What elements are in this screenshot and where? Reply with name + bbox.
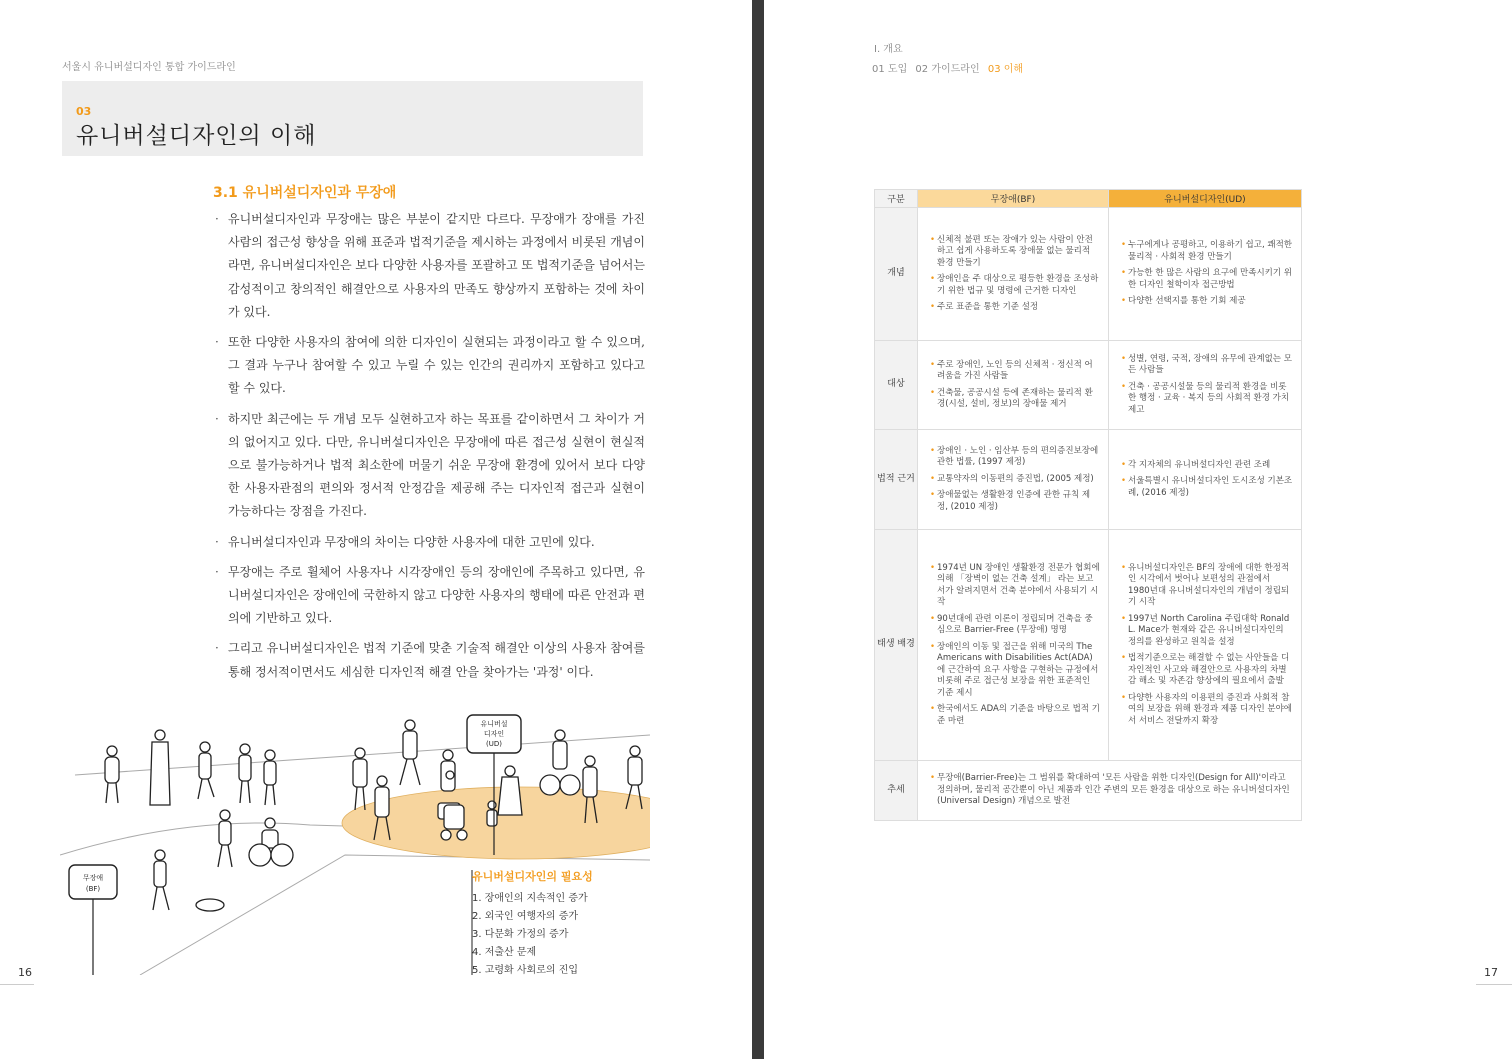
ud-cell (1109, 429, 1302, 529)
breadcrumb-item[interactable]: 02 가이드라인 (915, 64, 980, 75)
cell-item: • 건축 · 공공시설물 등의 물리적 환경을 비롯한 행정 · 교육 · 복지 등의 사회적 환경 가치 제고 (1121, 382, 1293, 417)
bf-sign (69, 865, 117, 975)
cell-item: • 무장애(Barrier-Free)는 그 범위를 확대하여 '모든 사람을 위한 디자인(Design for All)'이라고 정의하며, 물리적 공간뿐이 아닌 제품과 인간 주변의 모든 환경을 대상으로 하는 유니버설디자인(Universal Design) 개념으로 발전 (930, 773, 1293, 808)
cell-item: • 누구에게나 공평하고, 이용하기 쉽고, 쾌적한 물리적 · 사회적 환경 만들기 (1121, 240, 1293, 263)
row-label: 추세 (875, 760, 918, 820)
ud-sign-line: 유니버설 (480, 720, 508, 728)
cell-item: • 장애인 · 노인 · 임산부 등의 편의증진보장에 관한 법률, (1997 제정) (930, 446, 1100, 469)
body-paragraph: · 또한 다양한 사용자의 참여에 의한 디자인이 실현되는 과정이라고 할 수 있으며, 그 결과 누구나 참여할 수 있고 누릴 수 있는 인간의 권리까지 포함하고 있다고 할 수 있다. (213, 331, 645, 401)
list-item: 5. 고령화 사회로의 진입 (472, 965, 579, 976)
cell-item: • 다양한 사용자의 이용편의 증진과 사회적 참여의 보장을 위해 환경과 제품 디자인 분야에서 서비스 전달까지 확장 (1121, 693, 1293, 728)
cell-item: • 주로 장애인, 노인 등의 신체적 · 정신적 어려움을 가진 사람들 (930, 360, 1100, 383)
cell-item: • 장애인을 주 대상으로 평등한 환경을 조성하기 위한 법규 및 명령에 근거한 디자인 (930, 274, 1100, 297)
list-item: 3. 다문화 가정의 증가 (472, 929, 569, 940)
ud-needs-list (472, 890, 662, 980)
cell-item: • 1974년 UN 장애인 생활환경 전문가 협회에 의해 「장벽이 없는 건축 설계」 라는 보고서가 알려지면서 건축 분야에서 사용되기 시작 (930, 563, 1100, 609)
cell-item: • 서울특별시 유니버설디자인 도시조성 기본조례, (2016 제정) (1121, 476, 1293, 499)
cell-item: • 교통약자의 이동편의 증진법, (2005 제정) (930, 474, 1100, 486)
row-label: 대상 (875, 341, 918, 429)
cell-item: • 건축물, 공공시설 등에 존재하는 물리적 환경(시설, 설비, 정보)의 장애물 제거 (930, 388, 1100, 411)
cell-item: • 한국에서도 ADA의 기준을 바탕으로 법적 기준 마련 (930, 704, 1100, 727)
section-title-box (62, 81, 643, 156)
ud-needs-title: 유니버설디자인의 필요성 (472, 870, 593, 883)
bf-cell (918, 429, 1109, 529)
cell-item: • 1997년 North Carolina 주립대학 Ronald L. Mace가 현재와 같은 유니버설디자인의 정의를 완성하고 원칙을 설정 (1121, 614, 1293, 649)
row-label: 태생 배경 (875, 530, 918, 761)
cell-item: • 신체적 불편 또는 장애가 있는 사람이 안전하고 쉽게 사용하도록 장애물 없는 물리적 환경 만들기 (930, 235, 1100, 270)
trend-cell (918, 760, 1302, 820)
header-bf: 무장애(BF) (918, 190, 1109, 208)
bf-ud-comparison-table (874, 189, 1302, 821)
right-page (764, 0, 1512, 1059)
ud-cell (1109, 341, 1302, 429)
ud-sign-line: 디자인 (483, 730, 505, 738)
bf-sign-line: (BF) (85, 885, 101, 893)
breadcrumb-item-current[interactable]: 03 이해 (987, 64, 1024, 75)
row-label: 법적 근거 (875, 429, 918, 529)
table-row (875, 760, 1302, 820)
footer-rule (0, 984, 34, 985)
subsection-title: 3.1 유니버설디자인과 무장애 (213, 185, 397, 201)
bf-sign-line: 무장애 (82, 874, 104, 882)
page-title: 유니버설디자인의 이해 (76, 123, 317, 149)
cell-item: • 다양한 선택지를 통한 기회 제공 (1121, 296, 1293, 308)
table-header-row (875, 190, 1302, 208)
footer-rule (1476, 984, 1512, 985)
section-number: 03 (76, 105, 92, 118)
ud-needs-box (472, 868, 662, 980)
cell-item: • 장애물없는 생활환경 인증에 관한 규칙 제정, (2010 제정) (930, 490, 1100, 513)
list-item: 4. 저출산 문제 (472, 947, 537, 958)
row-label: 개념 (875, 208, 918, 341)
table-row (875, 429, 1302, 529)
cell-item: • 법적기준으로는 해결할 수 없는 사안들을 디자인적인 사고와 해결안으로 사용자의 차별감 해소 및 자존감 향상에의 필요에서 출발 (1121, 653, 1293, 688)
bf-cell (918, 341, 1109, 429)
breadcrumb-item[interactable]: 01 도입 (872, 64, 908, 75)
body-paragraph: · 무장애는 주로 휠체어 사용자나 시각장애인 등의 장애인에 주목하고 있다면, 유니버설디자인은 장애인에 국한하지 않고 다양한 사용자의 행태에 따른 안전과 편의에 기반하고 있다. (213, 561, 645, 631)
running-head: 서울시 유니버설디자인 통합 가이드라인 (62, 62, 236, 73)
ud-cell (1109, 208, 1302, 341)
body-paragraph: · 하지만 최근에는 두 개념 모두 실현하고자 하는 목표를 같이하면서 그 차이가 거의 없어지고 있다. 다만, 유니버설디자인은 무장애에 따른 접근성 실현이 현실적으로 불가능하거나 법적 최소한에 머물기 쉬운 무장애 환경에 있어서 보다 다양한 사용자관점의 편의와 정서적 안정감을 제공해 주는 디자인적 접근과 실현이 가능하다는 장점을 가진다. (213, 408, 645, 524)
body-paragraph: · 그리고 유니버설디자인은 법적 기준에 맞춘 기술적 해결안 이상의 사용자 참여를 통해 정서적이면서도 세심한 디자인적 해결 안을 찾아가는 '과정' 이다. (213, 637, 645, 683)
header-ud: 유니버설디자인(UD) (1109, 190, 1302, 208)
cell-item: • 성별, 연령, 국적, 장애의 유무에 관계없는 모든 사람들 (1121, 354, 1293, 377)
page-number-left: 16 (18, 966, 32, 979)
list-item: 2. 외국인 여행자의 증가 (472, 911, 579, 922)
table-row (875, 530, 1302, 761)
cell-item: • 각 지자체의 유니버설디자인 관련 조례 (1121, 460, 1293, 472)
page-number-right: 17 (1484, 966, 1498, 979)
cell-item: • 유니버설디자인은 BF의 장애에 대한 한정적인 시각에서 벗어나 보편성의 관점에서 1980년대 유니버설디자인의 개념이 정립되기 시작 (1121, 563, 1293, 609)
ud-cell (1109, 530, 1302, 761)
breadcrumb (872, 60, 1028, 75)
table-row (875, 208, 1302, 341)
chapter-label: Ⅰ. 개요 (874, 44, 903, 55)
table-row (875, 341, 1302, 429)
cell-item: • 장애인의 이동 및 접근을 위해 미국의 The Americans with Disabilities Act(ADA)에 근간하여 요구 사항을 구현하는 규정에서 비롯해 주로 접근성 보장을 위한 표준적인 기준 제시 (930, 642, 1100, 700)
body-bullet-list (213, 208, 645, 691)
cell-item: • 주로 표준을 통한 기준 설정 (930, 302, 1100, 314)
bf-cell (918, 530, 1109, 761)
body-paragraph: · 유니버설디자인과 무장애의 차이는 다양한 사용자에 대한 고민에 있다. (213, 531, 645, 554)
list-item: 1. 장애인의 지속적인 증가 (472, 893, 588, 904)
ud-sign-line: (UD) (486, 740, 502, 748)
page-gutter (752, 0, 764, 1059)
left-page (0, 0, 752, 1059)
header-category: 구분 (875, 190, 918, 208)
cell-item: • 가능한 한 많은 사람의 요구에 만족시키기 위한 디자인 철학이자 접근방법 (1121, 268, 1293, 291)
cell-item: • 90년대에 관련 이론이 정립되며 건축을 중심으로 Barrier-Free (무장애) 명명 (930, 614, 1100, 637)
bf-cell (918, 208, 1109, 341)
body-paragraph: · 유니버설디자인과 무장애는 많은 부분이 같지만 다르다. 무장애가 장애를 가진 사람의 접근성 향상을 위해 표준과 법적기준을 제시하는 과정에서 비롯된 개념이라면, 유니버설디자인은 보다 다양한 사용자를 포괄하고 또 법적기준을 넘어서는 감성적이고 창의적인 해결안으로 사용자의 만족도 향상까지 포함하는 것에 차이가 있다. (213, 208, 645, 324)
